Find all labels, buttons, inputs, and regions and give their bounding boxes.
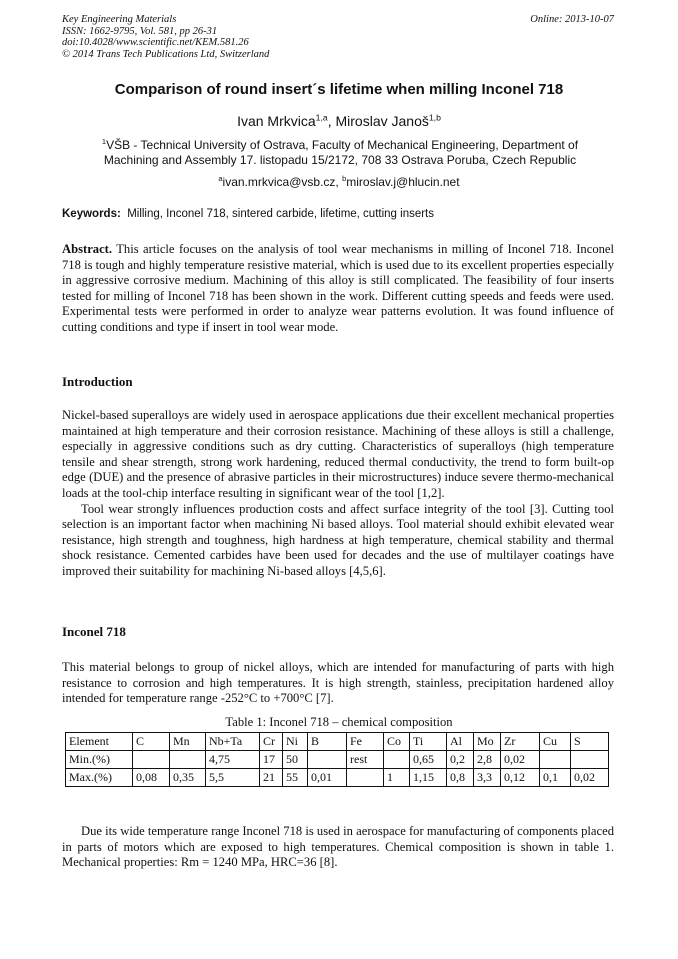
table-cell: 0,02 <box>571 769 609 787</box>
table-cell <box>308 751 347 769</box>
table-cell: 0,08 <box>133 769 170 787</box>
journal-name: Key Engineering Materials <box>62 14 177 25</box>
author-sup: 1,b <box>428 112 441 123</box>
table-cell: Ti <box>410 733 447 751</box>
table-cell: 1,15 <box>410 769 447 787</box>
table-cell: Cu <box>540 733 571 751</box>
table-cell: B <box>308 733 347 751</box>
table-cell: 21 <box>260 769 283 787</box>
table-cell: Zr <box>501 733 540 751</box>
table-row <box>66 751 609 769</box>
table-cell: 2,8 <box>474 751 501 769</box>
table-cell: 0,35 <box>170 769 206 787</box>
introduction-paragraph-1: Nickel-based superalloys are widely used in aerospace applications due their excellent mechanical properties maintained at high temperature and their corrosion resistance. Machining of these alloys is still a challenge, especially in aggressive conditions such as dry cutting. Characteristics of superalloys (high temperature tensile and shear strength, strong work hardening, reduced thermal conductivity, the trend to form built-op edge (DUE) and the presence of abrasive particles in their microstructures) induce severe thermo-mechanical loads at the tool-chip interface resulting in significant wear of the tool [1,2]. <box>62 408 614 500</box>
table-cell: 4,75 <box>206 751 260 769</box>
keywords <box>62 208 434 220</box>
table-cell: 0,8 <box>447 769 474 787</box>
inconel-paragraph-2-text: Due its wide temperature range Inconel 718 is used in aerospace for manufacturing of components placed in parts of motors which are exposed to high temperatures. Chemical composition is shown in table 1. Mechanical properties: Rm = 1240 MPa, HRC=36 [8]. <box>62 824 614 870</box>
table-cell: 0,02 <box>501 751 540 769</box>
email-a-sup: a <box>218 174 223 183</box>
table-cell: Element <box>66 733 133 751</box>
author-name: Ivan Mrkvica <box>237 113 316 129</box>
table-cell: Mn <box>170 733 206 751</box>
chemical-composition-table <box>65 732 609 787</box>
email-b[interactable]: miroslav.j@hlucin.net <box>346 175 460 189</box>
table-cell: 17 <box>260 751 283 769</box>
abstract-text: This article focuses on the analysis of tool wear mechanisms in milling of Inconel 718. Inconel 718 is tough and highly temperature resistive material, which is used due to its excellent properties especially in aggressive corrosive medium. Machining of this alloy is still complicated. The feasibility of four inserts tested for milling of Inconel 718 has been shown in the work. Different cutting speeds and feeds were used. Experimental tests were performed in order to analyze wear patterns evolution. It was found influence of cutting conditions and type if insert in tool wear mode. <box>62 242 614 334</box>
table-cell: rest <box>347 751 384 769</box>
email-b-sup: b <box>342 174 347 183</box>
keywords-label: Keywords: <box>62 208 121 220</box>
table-cell <box>384 751 410 769</box>
table-cell: 0,2 <box>447 751 474 769</box>
table-cell: Min.(%) <box>66 751 133 769</box>
table-cell: Ni <box>283 733 308 751</box>
section-heading-introduction: Introduction <box>62 374 133 389</box>
abstract <box>62 242 614 336</box>
author-emails <box>0 175 678 189</box>
journal-doi[interactable]: doi:10.4028/www.scientific.net/KEM.581.26 <box>62 37 249 48</box>
table-cell: 50 <box>283 751 308 769</box>
table-row <box>66 733 609 751</box>
inconel-paragraph-1: This material belongs to group of nickel alloys, which are intended for manufacturing of parts with high resistance to corrosion and high temperatures. It is high strength, stainless, precipitation hardened alloy intended for temperature range -252°C to +700°C [7]. <box>62 660 614 706</box>
author-name: Miroslav Janoš <box>335 113 429 129</box>
table-cell <box>133 751 170 769</box>
table-cell: 0,1 <box>540 769 571 787</box>
inconel-paragraph-2 <box>62 824 614 871</box>
affiliation-sup: 1 <box>101 137 107 146</box>
table-cell <box>347 769 384 787</box>
introduction-body <box>62 408 614 580</box>
table-cell: 55 <box>283 769 308 787</box>
table-cell: Nb+Ta <box>206 733 260 751</box>
online-date: Online: 2013-10-07 <box>530 14 614 25</box>
table-cell <box>540 751 571 769</box>
table-cell: Max.(%) <box>66 769 133 787</box>
author-separator: , <box>327 113 336 129</box>
email-a[interactable]: ivan.mrkvica@vsb.cz, <box>222 175 343 189</box>
journal-header <box>62 14 269 60</box>
table-cell: C <box>133 733 170 751</box>
table-cell: S <box>571 733 609 751</box>
table-cell: 3,3 <box>474 769 501 787</box>
author-list <box>0 113 678 129</box>
journal-issn: ISSN: 1662-9795, Vol. 581, pp 26-31 <box>62 25 218 37</box>
affiliation <box>70 138 610 168</box>
table-cell: 1 <box>384 769 410 787</box>
table-row <box>66 769 609 787</box>
introduction-paragraph-2: Tool wear strongly influences production costs and affect surface integrity of the tool [3]. Cutting tool selection is an important factor when machining Ni based alloys. Tool material should exhibit elevated wear resistance, high strength and toughness, high hardness at high temperature, chemical stability and thermal shock resistance. Cemented carbides have been used for decades and the use of multilayer coatings have improved their suitability for machining Ni-based alloys [4,5,6]. <box>62 501 614 578</box>
keywords-text: Milling, Inconel 718, sintered carbide, lifetime, cutting inserts <box>127 208 435 220</box>
table-cell <box>571 751 609 769</box>
table-cell: 0,12 <box>501 769 540 787</box>
abstract-label: Abstract. <box>62 242 113 256</box>
journal-copyright: © 2014 Trans Tech Publications Ltd, Switzerland <box>62 48 270 60</box>
affiliation-line2: Machining and Assembly 17. listopadu 15/2172, 708 33 Ostrava Poruba, Czech Republic <box>103 153 577 167</box>
table-cell: Co <box>384 733 410 751</box>
section-heading-inconel: Inconel 718 <box>62 624 126 639</box>
paper-title: Comparison of round insert´s lifetime when milling Inconel 718 <box>114 81 564 98</box>
table-cell: Mo <box>474 733 501 751</box>
table-caption: Table 1: Inconel 718 – chemical composition <box>225 715 453 729</box>
table-cell: Cr <box>260 733 283 751</box>
table-cell: 5,5 <box>206 769 260 787</box>
table-cell: 0,65 <box>410 751 447 769</box>
table-cell: Al <box>447 733 474 751</box>
table-cell: 0,01 <box>308 769 347 787</box>
table-cell: Fe <box>347 733 384 751</box>
affiliation-line1: VŠB - Technical University of Ostrava, Faculty of Mechanical Engineering, Department of <box>106 138 579 152</box>
author-sup: 1,a <box>315 112 328 123</box>
table-cell <box>170 751 206 769</box>
